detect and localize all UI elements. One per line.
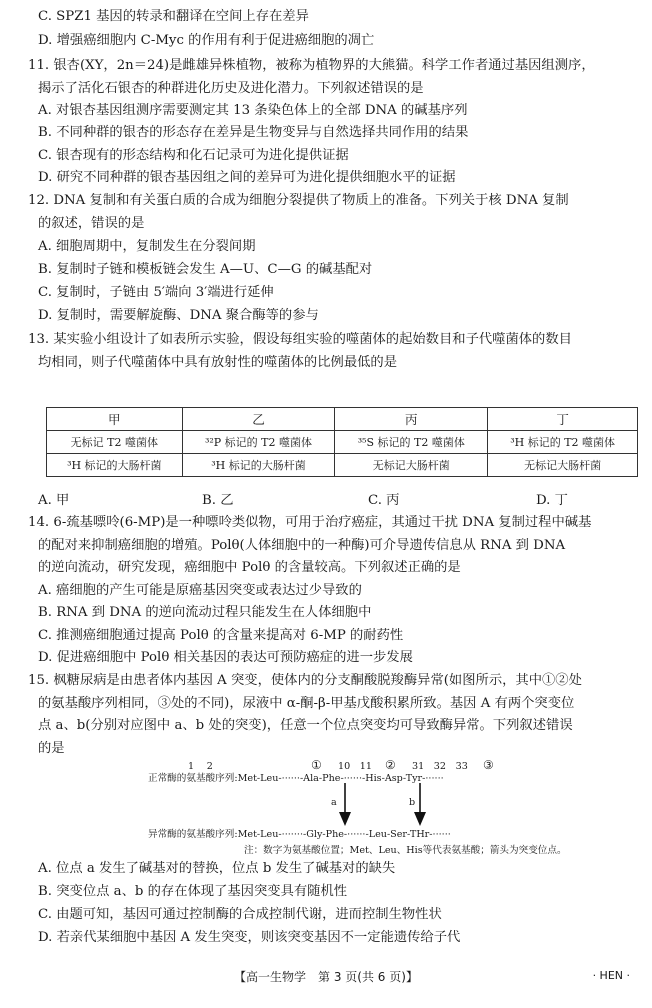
table-cell: ³H 标记的大肠杆菌 [47,454,183,477]
q14-stem-line3: 的逆向流动，研究发现，癌细胞中 Polθ 的含量较高。下列叙述正确的是 [38,560,461,575]
q10-option-c: C. SPZ1 基因的转录和翻译在空间上存在差异 [38,9,309,24]
table-cell: ³²P 标记的 T2 噬菌体 [182,431,335,454]
q13-experiment-table [46,407,638,477]
q10-option-d: D. 增强癌细胞内 C-Myc 的作用有利于促进癌细胞的凋亡 [38,33,375,48]
q12-stem-line2: 的叙述，错误的是 [38,216,145,231]
q13-option-c: C. 丙 [368,493,400,508]
q15-option-b: B. 突变位点 a、b 的存在体现了基因突变具有随机性 [38,884,348,899]
q12-option-c: C. 复制时，子链由 5′端向 3′端进行延伸 [38,285,274,300]
normal-enzyme-sequence: 正常酶的氨基酸序列:Met-Leu-······-Ala-Phe-······-His-Asp-Tyr-······ [148,773,444,784]
region-marker-2: ② [385,758,396,772]
mutant-enzyme-sequence: 异常酶的氨基酸序列:Met-Leu-·······-Gly-Phe-······-Leu-Ser-THr-······ [148,829,451,840]
table-cell: 无标记大肠杆菌 [488,454,638,477]
table-row [47,454,638,477]
page-footer: 【高一生物学 第 3 页(共 6 页)】 [234,970,418,984]
table-cell: ³H 标记的大肠杆菌 [182,454,335,477]
table-cell: 无标记大肠杆菌 [335,454,488,477]
diagram-note: 注：数字为氨基酸位置；Met、Leu、His等代表氨基酸；箭头为突变位点。 [244,845,567,856]
mutation-site-b-label: b [409,797,416,808]
q11-stem-line2: 揭示了活化石银杏的种群进化历史及进化潜力。下列叙述错误的是 [38,81,424,96]
q13-stem-line1: 13. 某实验小组设计了如表所示实验，假设每组实验的噬菌体的起始数目和子代噬菌体的数目 [28,332,572,347]
q11-option-c: C. 银杏现有的形态结构和化石记录可为进化提供证据 [38,148,349,163]
table-header-cell: 丙 [335,408,488,431]
arrow-b [414,783,426,826]
region-marker-3: ③ [483,758,494,772]
q15-stem-line1: 15. 枫糖尿病是由患者体内基因 A 突变，使体内的分支酮酸脱羧酶异常(如图所示，其中①②处 [28,673,582,688]
q12-option-b: B. 复制时子链和模板链会发生 A—U、C—G 的碱基配对 [38,262,373,277]
q14-option-c: C. 推测癌细胞通过提高 Polθ 的含量来提高对 6-MP 的耐药性 [38,628,404,643]
q11-stem-line1: 11. 银杏(XY，2n＝24)是雌雄异株植物，被称为植物界的大熊猫。科学工作者通过基因组测序， [28,58,595,73]
q15-option-d: D. 若亲代某细胞中基因 A 发生突变，则该突变基因不一定能遗传给子代 [38,930,461,945]
q13-stem-line2: 均相同，则子代噬菌体中具有放射性的噬菌体的比例最低的是 [38,355,398,370]
q14-stem-line1: 14. 6-巯基嘌呤(6-MP)是一种嘌呤类似物，可用于治疗癌症，其通过干扰 DNA 复制过程中碱基 [28,515,592,530]
q15-option-c: C. 由题可知，基因可通过控制酶的合成控制代谢，进而控制生物性状 [38,907,442,922]
region-marker-1: ① [311,758,322,772]
q13-option-d: D. 丁 [536,493,568,508]
q13-option-a: A. 甲 [38,493,70,508]
table-cell: 无标记 T2 噬菌体 [47,431,183,454]
q15-stem-line4: 的是 [38,741,65,756]
mutation-site-a-label: a [331,797,337,808]
position-numbers-middle: 10 11 [338,761,373,772]
table-header-cell: 乙 [182,408,335,431]
q14-stem-line2: 的配对来抑制癌细胞的增殖。Polθ(人体细胞中的一种酶)可介导遗传信息从 RNA 到 DNA [38,538,566,553]
table-row [47,431,638,454]
q12-option-d: D. 复制时，需要解旋酶、DNA 聚合酶等的参与 [38,308,319,323]
position-numbers-left: 1 2 [188,761,213,772]
q14-option-a: A. 癌细胞的产生可能是原癌基因突变或表达过少导致的 [38,583,362,598]
arrow-a [339,783,351,826]
q11-option-a: A. 对银杏基因组测序需要测定其 13 条染色体上的全部 DNA 的碱基序列 [38,103,468,118]
q15-option-a: A. 位点 a 发生了碱基对的替换，位点 b 发生了碱基对的缺失 [38,861,396,876]
table-header-row [47,408,638,431]
q12-option-a: A. 细胞周期中，复制发生在分裂间期 [38,239,256,254]
q15-stem-line2: 的氨基酸序列相同，③处的不同)，尿液中 α-酮-β-甲基戊酸积累所致。基因 A 有两个突变位 [38,696,575,711]
q14-option-b: B. RNA 到 DNA 的逆向流动过程只能发生在人体细胞中 [38,605,372,620]
table-cell: ³H 标记的 T2 噬菌体 [488,431,638,454]
q11-option-d: D. 研究不同种群的银杏基因组之间的差异可为进化提供细胞水平的证据 [38,170,456,185]
table-cell: ³⁵S 标记的 T2 噬菌体 [335,431,488,454]
table-header-cell: 甲 [47,408,183,431]
q15-stem-line3: 点 a、b(分别对应图中 a、b 处的突变)，任意一个位点突变均可导致酶异常。下列叙述错误 [38,718,573,733]
q14-option-d: D. 促进癌细胞中 Polθ 相关基因的表达可预防癌症的进一步发展 [38,650,413,665]
q11-option-b: B. 不同种群的银杏的形态存在差异是生物变异与自然选择共同作用的结果 [38,125,469,140]
table-header-cell: 丁 [488,408,638,431]
q13-option-b: B. 乙 [202,493,234,508]
position-numbers-right: 31 32 33 [412,761,468,772]
footer-code: · HEN · [592,969,630,982]
q12-stem-line1: 12. DNA 复制和有关蛋白质的合成为细胞分裂提供了物质上的准备。下列关于核 DNA 复制 [28,193,569,208]
